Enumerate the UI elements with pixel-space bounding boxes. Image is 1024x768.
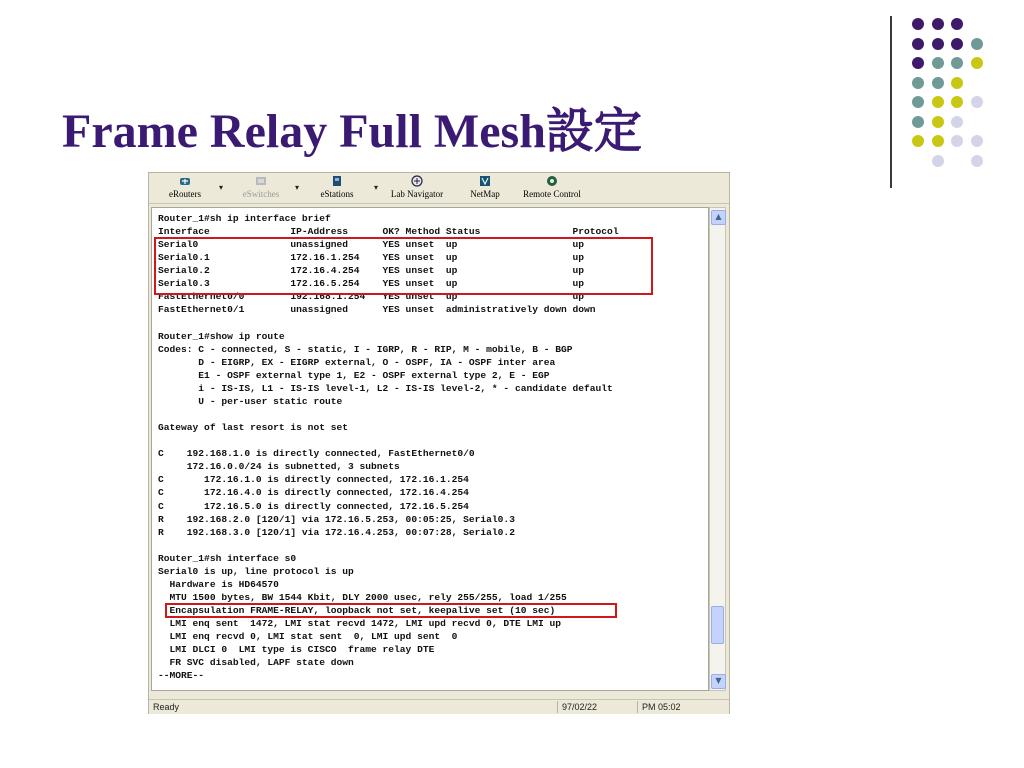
decorative-dot — [912, 135, 924, 147]
decorative-dot — [912, 57, 924, 69]
vertical-scrollbar[interactable] — [709, 207, 726, 691]
decorative-dot — [971, 135, 983, 147]
netmap-icon — [478, 175, 492, 187]
terminal-line: R 192.168.2.0 [120/1] via 172.16.5.253, 00:05:25, Serial0.3 — [158, 513, 515, 525]
decorative-dot — [932, 135, 944, 147]
toolbar — [149, 173, 729, 204]
terminal-line: MTU 1500 bytes, BW 1544 Kbit, DLY 2000 usec, rely 255/255, load 1/255 — [158, 592, 567, 604]
scroll-up-arrow-icon[interactable]: ▲ — [711, 210, 726, 225]
scroll-down-arrow-icon[interactable]: ▼ — [711, 674, 726, 689]
decorative-dot — [951, 18, 963, 30]
terminal-line: Serial0 is up, line protocol is up — [158, 565, 354, 577]
decorative-dot — [912, 96, 924, 108]
decorative-dot — [951, 77, 963, 89]
remote-control-icon — [545, 175, 559, 187]
interface-status-highlight-box — [154, 237, 653, 295]
navigator-icon — [410, 175, 424, 187]
toolbar-button-remote-control[interactable] — [517, 175, 587, 199]
decorative-dot — [912, 18, 924, 30]
toolbar-button-eswitches[interactable] — [239, 175, 283, 199]
terminal-line: E1 - OSPF external type 1, E2 - OSPF external type 2, E - EGP — [158, 369, 550, 381]
toolbar-button-netmap[interactable] — [463, 175, 507, 199]
terminal-line: C 172.16.1.0 is directly connected, 172.16.1.254 — [158, 474, 469, 486]
terminal-line: FR SVC disabled, LAPF state down — [158, 657, 354, 669]
terminal-line: C 172.16.5.0 is directly connected, 172.16.5.254 — [158, 500, 469, 512]
terminal-line: Serial0.3 172.16.5.254 YES unset up up — [158, 278, 585, 290]
scrollbar-thumb[interactable] — [711, 606, 724, 644]
decorative-dot — [971, 57, 983, 69]
toolbar-label: eSwitches — [242, 189, 280, 199]
terminal-line: Interface IP-Address OK? Method Status Protocol — [158, 226, 619, 238]
decorative-dot — [971, 155, 983, 167]
decorative-dot — [971, 96, 983, 108]
terminal-line: FastEthernet0/0 192.168.1.254 YES unset up up — [158, 291, 585, 303]
decorative-dot — [932, 18, 944, 30]
toolbar-label: eRouters — [169, 189, 201, 199]
terminal-line: C 192.168.1.0 is directly connected, FastEthernet0/0 — [158, 448, 475, 460]
terminal-line: Serial0 unassigned YES unset up up — [158, 239, 585, 251]
terminal-line: Router_1#sh ip interface brief — [158, 213, 331, 224]
terminal-line: --MORE-- — [158, 670, 205, 682]
status-bar — [149, 699, 729, 714]
decorative-dot — [951, 38, 963, 50]
terminal-line: Router_1#sh interface s0 — [158, 552, 297, 564]
decorative-dot — [932, 77, 944, 89]
decorative-dot — [912, 38, 924, 50]
estations-dropdown-caret-icon[interactable]: ▾ — [374, 183, 379, 192]
decorative-dot — [932, 155, 944, 167]
terminal-line: 172.16.0.0/24 is subnetted, 3 subnets — [158, 461, 400, 473]
status-text: Ready — [153, 702, 180, 712]
toolbar-button-lab-navigator[interactable] — [387, 175, 447, 199]
terminal-line: C 172.16.4.0 is directly connected, 172.16.4.254 — [158, 487, 469, 499]
terminal-line: R 192.168.3.0 [120/1] via 172.16.4.253, 00:07:28, Serial0.2 — [158, 526, 515, 538]
decorative-dot — [951, 135, 963, 147]
terminal-app-window — [148, 172, 730, 714]
toolbar-label: NetMap — [470, 189, 500, 199]
status-date: 97/02/22 — [557, 701, 635, 713]
status-time: PM 05:02 — [637, 701, 715, 713]
toolbar-label: Lab Navigator — [390, 189, 444, 199]
decorative-dot — [971, 38, 983, 50]
terminal-line: D - EIGRP, EX - EIGRP external, O - OSPF, IA - OSPF inter area — [158, 356, 556, 368]
decorative-dot — [932, 57, 944, 69]
terminal-line: Encapsulation FRAME-RELAY, loopback not set, keepalive set (10 sec) — [158, 605, 556, 617]
encapsulation-highlight-box — [165, 603, 617, 618]
decorative-dot — [951, 96, 963, 108]
eswitches-dropdown-caret-icon[interactable]: ▾ — [295, 183, 300, 192]
terminal-line: Serial0.2 172.16.4.254 YES unset up up — [158, 265, 585, 277]
toolbar-button-estations[interactable] — [315, 175, 359, 199]
slide-title: Frame Relay Full Mesh設定 — [62, 105, 642, 158]
decorative-dot — [912, 116, 924, 128]
toolbar-label: Remote Control — [523, 189, 581, 199]
terminal-line: Router_1#show ip route — [158, 330, 285, 342]
router-icon — [178, 175, 192, 187]
decorative-dot — [951, 57, 963, 69]
decorative-dot — [932, 96, 944, 108]
terminal-line: LMI DLCI 0 LMI type is CISCO frame relay DTE — [158, 644, 435, 656]
decorative-dot — [912, 77, 924, 89]
terminal-line: Serial0.1 172.16.1.254 YES unset up up — [158, 252, 585, 264]
decorative-dot — [932, 38, 944, 50]
terminal-line: Hardware is HD64570 — [158, 578, 279, 590]
terminal-line: U - per-user static route — [158, 395, 343, 407]
decorative-divider-line — [890, 16, 892, 188]
decorative-dot — [932, 116, 944, 128]
erouters-dropdown-caret-icon[interactable]: ▾ — [219, 183, 224, 192]
station-icon — [330, 175, 344, 187]
toolbar-button-erouters[interactable] — [163, 175, 207, 199]
terminal-line: Gateway of last resort is not set — [158, 422, 348, 434]
decorative-dot — [951, 116, 963, 128]
terminal-line: LMI enq sent 1472, LMI stat recvd 1472, LMI upd recvd 0, DTE LMI up — [158, 618, 562, 630]
terminal-line: i - IS-IS, L1 - IS-IS level-1, L2 - IS-IS level-2, * - candidate default — [158, 382, 613, 394]
terminal-line: FastEthernet0/1 unassigned YES unset administratively down down — [158, 304, 596, 316]
switch-icon — [254, 175, 268, 187]
terminal-line: Codes: C - connected, S - static, I - IGRP, R - RIP, M - mobile, B - BGP — [158, 343, 573, 355]
toolbar-label: eStations — [320, 189, 354, 199]
terminal-line: LMI enq recvd 0, LMI stat sent 0, LMI upd sent 0 — [158, 631, 458, 643]
